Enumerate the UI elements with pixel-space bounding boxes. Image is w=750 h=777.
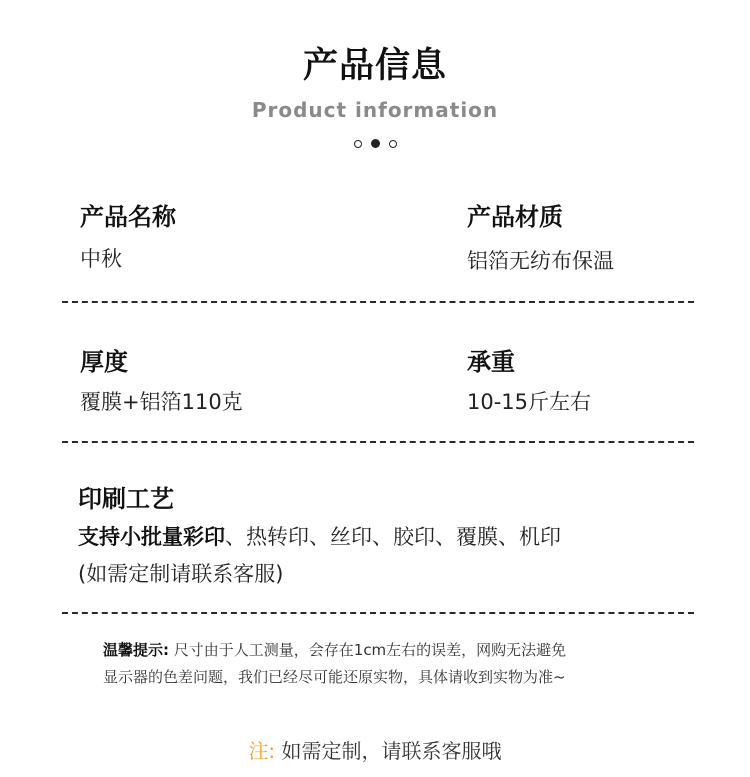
printing-value-bold: 支持小批量彩印 [78, 525, 225, 549]
product-name-value: 中秋 [80, 247, 122, 271]
custom-note [0, 735, 750, 764]
dot-outline-icon [354, 140, 362, 148]
load-label: 承重 [467, 348, 515, 376]
section-divider [62, 441, 694, 443]
product-name-label: 产品名称 [80, 203, 176, 231]
load-value: 10-15斤左右 [467, 390, 592, 414]
printing-value [78, 521, 561, 551]
tip-line-2: 显示器的色差问题，我们已经尽可能还原实物，具体请收到实物为准~ [103, 668, 566, 686]
page-title: 产品信息 [302, 46, 447, 86]
printing-note: (如需定制请联系客服) [78, 562, 284, 586]
product-material-value: 铝箔无纺布保温 [467, 249, 614, 273]
page-subtitle: Product information [251, 98, 499, 122]
dot-filled-icon [371, 139, 380, 148]
note-prefix: 注: [248, 739, 276, 763]
printing-label: 印刷工艺 [78, 485, 174, 513]
dot-outline-icon [389, 140, 397, 148]
tip-prefix: 温馨提示: [103, 641, 169, 659]
note-text: 如需定制，请联系客服哦 [275, 739, 502, 763]
printing-value-rest: 、热转印、丝印、胶印、覆膜、机印 [225, 525, 561, 549]
product-material-label: 产品材质 [467, 203, 563, 231]
section-divider [62, 301, 694, 303]
thickness-value: 覆膜+铝箔110克 [80, 390, 243, 414]
dots-decoration [0, 139, 750, 148]
thickness-label: 厚度 [80, 348, 128, 376]
tip-line-1 [103, 639, 566, 660]
section-divider [62, 612, 694, 614]
tip-text-1: 尺寸由于人工测量，会存在1cm左右的误差，网购无法避免 [169, 641, 567, 659]
